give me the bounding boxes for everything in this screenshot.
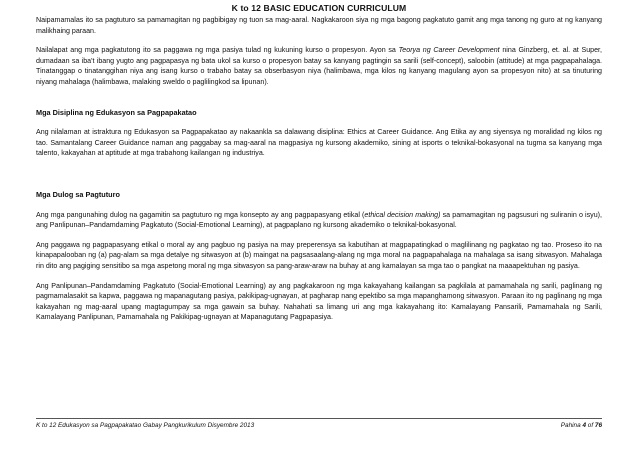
page-prefix: Pahina [560,422,583,429]
section-heading-disiplina: Mga Disiplina ng Edukasyon sa Pagpapakatao [36,107,197,117]
paragraph-text: Nailalapat ang mga pagkatutong ito sa paggawa ng mga pasiya tulad ng kukuning kurso o propesyon. Ayon sa [36,46,399,55]
paragraph-dulog-3 [36,281,602,323]
current-page: 4 [582,422,586,429]
paragraph-text: sa pamamagitan ng pagsusuri ng suliranin o isyu), ang Panlipunan–Pandamdaming Pagkatuto (Social-Emotional Learning), at pagpaplano ng kursong akademiko o teknikal-bokasyonal. [36,210,602,230]
section-heading-dulog: Mga Dulog sa Pagtuturo [36,189,120,199]
paragraph-text: Ang paggawa ng pagpapasyang etikal o moral ay ang pagbuo ng pasiya na may preperensya sa kabutihan at magpapatingkad o maglilinang ng pagkatao ng tao. Proseso ito na kinapapalooban ng (a) pag-alam sa mga detalye ng sitwasyon at (b) maingat na pagsasaalang-alang ng mga moral na pagpapahalaga na mahalaga sa isang sitwasyon. Mahalaga rin dito ang pagiging sensitibo sa mga aspetong moral ng mga sitwasyon sa pang-araw-araw na buhay at ang kamalayan sa mga tao o pangkat na maaapektuhan ng pasiya. [36,240,602,270]
paragraph-text: Ang mga pangunahing dulog na gagamitin sa pagtuturo ng mga konsepto ay ang pagpapasyang etikal ( [36,210,365,219]
footer-document-title: K to 12 Edukasyon sa Pagpapakatao Gabay Pangkurikulum Disyembre 2013 [36,422,255,429]
page-title: K to 12 BASIC EDUCATION CURRICULUM [231,3,407,13]
paragraph-disiplina [36,127,602,159]
paragraph-text: Ang Panlipunan–Pandamdaming Pagkatuto (Social-Emotional Learning) ay ang pagkakaroon ng mga kakayahang kailangan sa pagkilala at pamamahala ng sarili, paglinang ng pagmamalasakit sa kapwa, paggawa ng mapanagutang pasiya, pakikipag-ugnayan, at pagharap nang epektibo sa mga mapanghamong sitwasyon. Paraan ito ng paglinang ng mga kakayahan ng mag-aaral upang magtagumpay sa mga gawain sa buhay. Nahahati sa limang uri ang mga kakayahang ito: Kamalayang Pansarili, Pamamahala ng Sarili, Kamalayang Panlipunan, Pamamahala ng Pakikipag-ugnayan at Mapanagutang Pagpapasiya. [36,281,602,322]
paragraph-intro-2 [36,45,602,87]
footer-divider [36,418,602,419]
paragraph-text: Naipamamalas ito sa pagtuturo sa pamamagitan ng pagbibigay ng tuon sa mag-aaral. Nagkakaroon siya ng mga bagong pagkatuto gamit ang mga tanong ng guro at ng kanyang malikhaing paraan. [36,16,602,35]
paragraph-text: nina Ginzberg, et. al. at Super, dumadaan sa iba't ibang yugto ang pagpapasya ng bata ukol sa kurso o propesyon batay sa kanyang pagtingin sa sarili (self-concept), saloobin (attitude) at mga pagpapahalaga. Tinatanggap o tinatanggihan niya ang isang kurso o trabaho batay sa obserbasyon niya (halimbawa, mga kilos ng kanyang magulang ayon sa propesyon nito) at sa tinuturing niyang mahalaga (halimbawa, malaking sweldo o paglilingkod sa lipunan). [36,46,602,86]
emphasis-text: Teorya ng Career Development [398,46,500,55]
paragraph-intro-1 [36,15,602,36]
paragraph-dulog-2 [36,240,602,272]
page-separator: of [586,422,595,429]
document-body [36,15,602,323]
paragraph-text: Ang nilalaman at istraktura ng Edukasyon sa Pagpapakatao ay nakaankla sa dalawang disiplina: Ethics at Career Guidance. Ang Etika ay ang siyensya ng moralidad ng kilos ng tao. Samantalang Career Guidance naman ang paggabay sa mag-aaral na magpasiya ng kursong akademiko, sining at isports o teknikal-bokasyonal na tugma sa kanyang mga talento, kakayahan at aptitude at mga trabahong kailangan ng industriya. [36,128,602,158]
paragraph-dulog-1 [36,210,602,231]
footer-page-number [561,422,602,429]
emphasis-text: ethical decision making) [364,210,441,219]
total-pages: 76 [594,422,602,429]
